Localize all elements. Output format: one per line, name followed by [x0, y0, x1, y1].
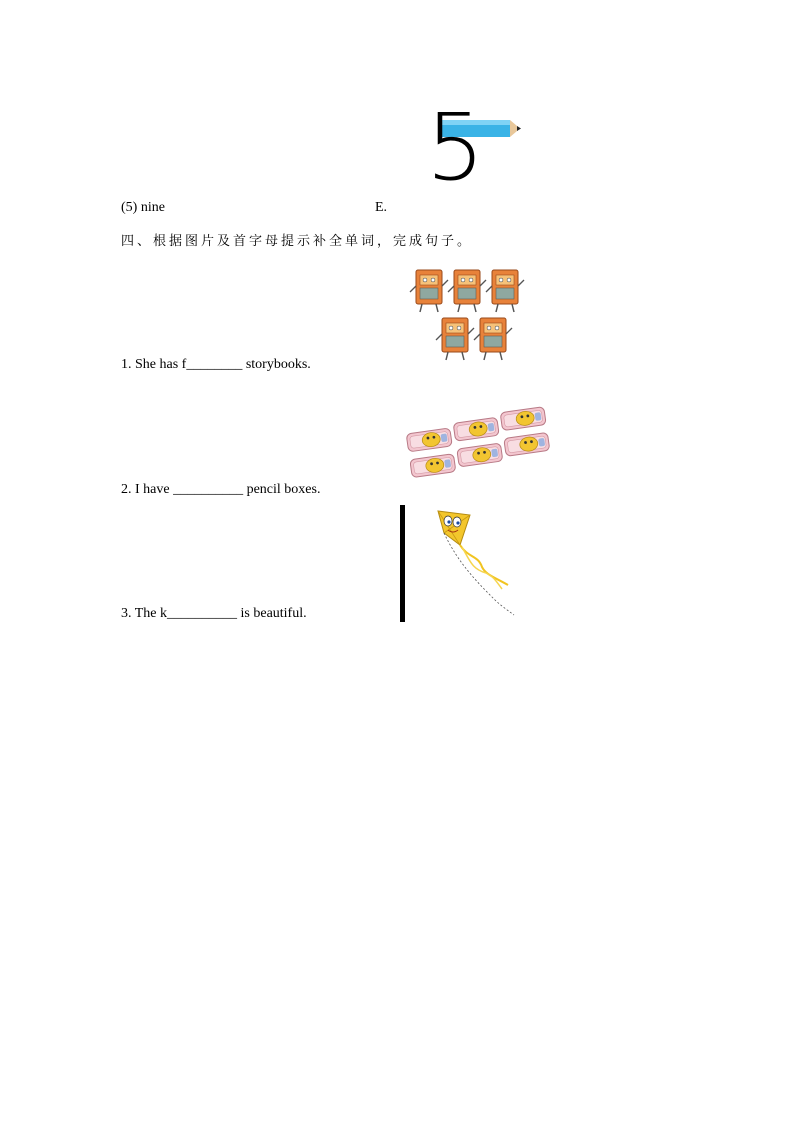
kite-icon [398, 503, 523, 623]
match-option-letter: E. [375, 200, 388, 215]
number-five-picture [420, 94, 530, 202]
pencil-box-group-icon [404, 410, 554, 474]
match-item-label: (5) nine [121, 200, 165, 215]
storybook-group-icon [408, 266, 528, 362]
question-2: 2. I have __________ pencil boxes. [121, 482, 321, 497]
section-heading: 四、根据图片及首字母提示补全单词，完成句子。 [121, 234, 474, 249]
question-3: 3. The k__________ is beautiful. [121, 606, 307, 621]
big-digit-five: 5 [426, 94, 485, 201]
question-1: 1. She has f________ storybooks. [121, 357, 311, 372]
